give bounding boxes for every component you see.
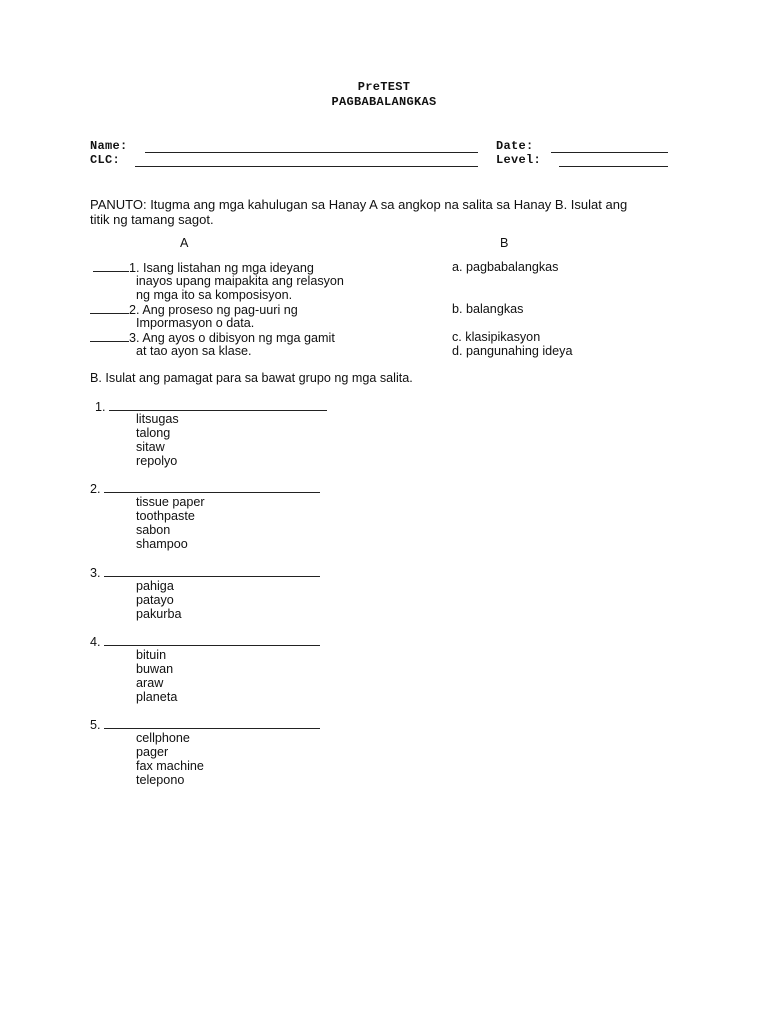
choice-c: c. klasipikasyon	[452, 330, 541, 344]
list-item-continuation: inayos upang maipakita ang relasyon	[136, 274, 344, 288]
group-word: tissue paper	[136, 495, 205, 509]
answer-blank[interactable]	[90, 330, 129, 342]
group-word: talong	[136, 426, 171, 440]
list-item: 3. Ang ayos o dibisyon ng mga gamit	[90, 330, 335, 345]
group-word: sitaw	[136, 440, 165, 454]
instruction-line-2: titik ng tamang sagot.	[90, 212, 214, 227]
name-label: Name:	[90, 139, 128, 153]
column-a-header: A	[180, 236, 189, 250]
date-label: Date:	[496, 139, 534, 153]
name-field[interactable]	[145, 152, 478, 153]
group-word: pahiga	[136, 579, 174, 593]
title-blank[interactable]	[104, 481, 320, 493]
group-heading: 5.	[90, 717, 320, 732]
list-item-continuation: Impormasyon o data.	[136, 316, 255, 330]
page-title: PreTEST	[357, 80, 411, 94]
level-label: Level:	[496, 153, 542, 167]
group-word: buwan	[136, 662, 174, 676]
part-b-instruction: B. Isulat ang pamagat para sa bawat grupo ng mga salita.	[90, 371, 413, 385]
list-item: 2. Ang proseso ng pag-uuri ng	[90, 302, 298, 317]
level-field[interactable]	[559, 166, 668, 167]
group-word: pakurba	[136, 607, 182, 621]
group-word: patayo	[136, 593, 174, 607]
group-word: araw	[136, 676, 164, 690]
answer-blank[interactable]	[93, 260, 129, 272]
choice-a: a. pagbabalangkas	[452, 260, 559, 274]
list-item-continuation: ng mga ito sa komposisyon.	[136, 288, 293, 302]
group-word: sabon	[136, 523, 171, 537]
clc-field[interactable]	[135, 166, 478, 167]
title-blank[interactable]	[104, 634, 320, 646]
date-field[interactable]	[551, 152, 668, 153]
group-heading: 1.	[95, 399, 327, 414]
group-heading: 4.	[90, 634, 320, 649]
answer-blank[interactable]	[90, 302, 129, 314]
group-word: bituin	[136, 648, 167, 662]
group-heading: 3.	[90, 565, 320, 580]
column-b-header: B	[500, 236, 509, 250]
title-blank[interactable]	[109, 399, 327, 411]
group-word: telepono	[136, 773, 185, 787]
group-word: toothpaste	[136, 509, 195, 523]
title-blank[interactable]	[104, 565, 320, 577]
list-item: 1. Isang listahan ng mga ideyang	[93, 260, 314, 275]
group-word: repolyo	[136, 454, 178, 468]
choice-b: b. balangkas	[452, 302, 524, 316]
title-blank[interactable]	[104, 717, 320, 729]
clc-label: CLC:	[90, 153, 121, 167]
group-word: litsugas	[136, 412, 179, 426]
choice-d: d. pangunahing ideya	[452, 344, 573, 358]
list-item-continuation: at tao ayon sa klase.	[136, 344, 252, 358]
group-word: shampoo	[136, 537, 188, 551]
group-word: planeta	[136, 690, 178, 704]
group-heading: 2.	[90, 481, 320, 496]
group-word: cellphone	[136, 731, 190, 745]
group-word: fax machine	[136, 759, 204, 773]
group-word: pager	[136, 745, 169, 759]
page-subtitle: PAGBABALANGKAS	[331, 95, 437, 109]
instruction-line-1: PANUTO: Itugma ang mga kahulugan sa Hanay A sa angkop na salita sa Hanay B. Isulat ang	[90, 197, 628, 212]
